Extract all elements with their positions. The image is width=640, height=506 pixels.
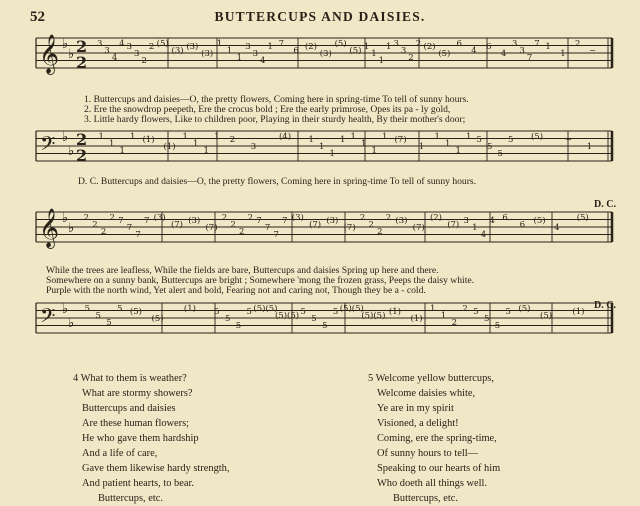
note-number: 4 xyxy=(500,49,507,59)
note-number: 2 xyxy=(415,39,422,49)
note-number: 1 xyxy=(329,149,335,159)
flat-sign-icon: ♭ xyxy=(68,47,75,62)
note-number: 5 xyxy=(95,311,101,321)
note-number: 4 xyxy=(111,53,118,63)
note-number: 1 xyxy=(267,42,273,52)
note-number: 3 xyxy=(126,42,133,52)
note-number: 5 xyxy=(246,307,252,317)
note-number: (7) xyxy=(343,223,356,233)
treble-clef-icon: 𝄞 xyxy=(39,34,60,74)
note-number: 3 xyxy=(96,39,103,49)
note-number: 5 xyxy=(214,307,220,317)
verse-1-line: 1. Buttercups and daisies—O, the pretty flowers, Coming here in spring-time To tell of sunny hours. xyxy=(84,94,469,105)
note-number: 1 xyxy=(560,49,566,59)
note-number: 1 xyxy=(216,39,223,49)
note-number: 2 xyxy=(408,53,414,63)
note-number: 7 xyxy=(256,216,262,226)
note-number: 5 xyxy=(505,307,511,317)
note-number: (5) xyxy=(533,216,546,226)
note-number: 4 xyxy=(471,46,477,56)
note-number: (5) xyxy=(349,46,362,56)
note-number: 1 xyxy=(378,56,385,66)
note-number: (1) xyxy=(572,307,585,317)
time-signature-bottom: 2 xyxy=(76,146,88,165)
flat-sign-icon: ♭ xyxy=(62,37,69,52)
time-signature-top: 2 xyxy=(76,130,88,149)
stanza-4-line: Are these human flowers; xyxy=(82,418,190,429)
note-number: 3 xyxy=(134,49,140,59)
note-number: (2) xyxy=(429,213,442,223)
note-number: 5 xyxy=(106,318,112,328)
note-number: 2 xyxy=(221,213,228,223)
note-number: 1 xyxy=(109,139,115,149)
note-number: 3 xyxy=(512,39,518,49)
note-number: 2 xyxy=(239,227,245,237)
note-number: (3) xyxy=(188,216,201,226)
treble-clef-icon: 𝄞 xyxy=(39,208,60,248)
flat-sign-icon: ♭ xyxy=(62,302,69,317)
stanza-4-line: And a life of care, xyxy=(82,448,158,459)
note-number: 5 xyxy=(311,314,317,324)
note-number: (7) xyxy=(170,220,183,230)
note-number: ~ xyxy=(564,135,573,145)
note-number: 2 xyxy=(377,227,383,237)
note-number: 6 xyxy=(519,220,526,230)
note-number: 5 xyxy=(497,149,503,159)
note-number: 2 xyxy=(462,304,468,314)
dc-chorus-line: D. C. Buttercups and daisies—O, the pretty flowers, Coming here in spring-time To tell of sunny hours. xyxy=(78,176,477,187)
time-signature-top: 2 xyxy=(76,37,88,56)
note-number: 4 xyxy=(260,56,266,66)
note-number: (5) xyxy=(334,39,347,49)
note-number: 1 xyxy=(418,142,425,152)
note-number: 1 xyxy=(545,42,551,52)
note-number: 2 xyxy=(148,42,155,52)
note-number: (4) xyxy=(278,132,292,142)
note-number: (7) xyxy=(412,223,425,233)
note-number: 7 xyxy=(278,39,285,49)
note-number: 2 xyxy=(359,213,366,223)
note-number: 2 xyxy=(385,213,392,223)
note-number: 7 xyxy=(282,216,288,226)
note-number: 1 xyxy=(472,223,478,233)
note-number: 4 xyxy=(480,230,487,240)
note-number: 3 xyxy=(104,46,110,56)
note-number: (5) xyxy=(438,49,451,59)
note-number: 2 xyxy=(451,318,458,328)
note-number: 1 xyxy=(371,49,377,59)
note-number: (1) xyxy=(388,307,401,317)
note-number: 3 xyxy=(393,39,399,49)
stanza-5-line: Speaking to our hearts of him xyxy=(377,463,501,474)
note-number: 5 xyxy=(487,142,493,152)
note-number: 1 xyxy=(466,132,472,142)
note-number: 6 xyxy=(293,46,299,56)
note-number: 4 xyxy=(489,216,495,226)
note-number: 1 xyxy=(214,132,220,142)
note-number: 1 xyxy=(98,132,104,142)
stanza-5-line: Coming, ere the spring-time, xyxy=(377,433,497,444)
note-number: 5 xyxy=(483,314,490,324)
note-number: (2) xyxy=(423,42,436,52)
note-number: 1 xyxy=(586,142,593,152)
note-number: (3) xyxy=(171,46,184,56)
note-number: 1 xyxy=(363,42,370,52)
stanza-5-line: 5 Welcome yellow buttercups, xyxy=(368,373,494,384)
note-number: 3 xyxy=(463,216,469,226)
stanza-4-refrain: Buttercups, etc. xyxy=(98,493,163,504)
flat-sign-icon: ♭ xyxy=(68,221,75,236)
note-number: 1 xyxy=(119,146,125,156)
stanza-5-refrain: Buttercups, etc. xyxy=(393,493,458,504)
note-number: 7 xyxy=(526,53,533,63)
note-number: 5 xyxy=(224,314,231,324)
note-number: 1 xyxy=(445,139,451,149)
note-number: 1 xyxy=(350,132,356,142)
verse-2c-line: Purple with the north wind, Yet alert and bold, Fearing not and caring not, Though they be a - cold. xyxy=(46,285,426,296)
note-number: 2 xyxy=(368,220,374,230)
note-number: (3) xyxy=(326,216,339,226)
note-number: 1 xyxy=(361,139,367,149)
bass-clef-icon: 𝄢 xyxy=(40,132,56,160)
note-number: 2 xyxy=(247,213,254,223)
note-number: 3 xyxy=(400,46,407,56)
note-number: 5 xyxy=(473,307,479,317)
note-number: 5 xyxy=(508,135,514,145)
stanza-4 xyxy=(73,371,229,506)
page-number: 52 xyxy=(30,9,45,25)
note-number: (5) xyxy=(518,304,531,314)
note-number: 2 xyxy=(83,213,90,223)
note-number: 5 xyxy=(332,307,339,317)
stanza-4-line: 4 What to them is weather? xyxy=(73,373,187,384)
note-number: 7 xyxy=(264,223,271,233)
note-number: 1 xyxy=(226,46,233,56)
time-signature-bottom: 2 xyxy=(76,53,88,72)
note-number: 6 xyxy=(502,213,508,223)
note-number: 1 xyxy=(340,135,346,145)
note-number: ~ xyxy=(589,46,597,56)
flat-sign-icon: ♭ xyxy=(68,144,75,159)
note-number: 5 xyxy=(235,321,242,331)
note-number: 1 xyxy=(430,304,436,314)
note-number: (1) xyxy=(142,135,155,145)
note-number: 5 xyxy=(117,304,123,314)
note-number: 6 xyxy=(456,39,462,49)
stanza-4-line: What are stormy showers? xyxy=(82,388,193,399)
note-number: 2 xyxy=(141,56,147,66)
note-number: 6 xyxy=(486,42,492,52)
flat-sign-icon: ♭ xyxy=(62,130,69,145)
note-number: 2 xyxy=(100,227,107,237)
note-number: 5 xyxy=(84,304,91,314)
note-number: (1) xyxy=(163,142,176,152)
dc-mark-upper: D. C. xyxy=(594,199,616,210)
note-number: (3) xyxy=(291,213,304,223)
note-number: 5 xyxy=(476,135,482,145)
stanza-4-line: And patient hearts, to bear. xyxy=(82,478,194,489)
note-number: 1 xyxy=(308,135,314,145)
note-number: 7 xyxy=(144,216,150,226)
stanza-5-line: Visioned, a delight! xyxy=(377,418,459,429)
note-number: (5) xyxy=(576,213,589,223)
bass-clef-icon: 𝄢 xyxy=(40,304,56,332)
note-number: 1 xyxy=(236,53,243,63)
note-number: (5) xyxy=(530,132,544,142)
stanza-5-line: Ye are in my spirit xyxy=(377,403,454,414)
stanza-4-line: Buttercups and daisies xyxy=(82,403,176,414)
note-number: (2) xyxy=(304,42,317,52)
note-number: 2 xyxy=(230,220,236,230)
note-number: 5 xyxy=(300,307,306,317)
song-title: BUTTERCUPS AND DAISIES. xyxy=(214,9,426,24)
note-number: 2 xyxy=(229,135,236,145)
verse-2-line: 2. Ere the snowdrop peepeth, Ere the crocus bold ; Ere the early primrose, Opes its pa - ly gold, xyxy=(84,104,451,115)
stanza-5-line: Welcome daisies white, xyxy=(377,388,476,399)
note-number: 7 xyxy=(118,216,124,226)
note-number: (1) xyxy=(183,304,196,314)
dc-mark-lower: D. C. xyxy=(594,300,616,311)
note-number: 1 xyxy=(130,132,136,142)
note-number: 3 xyxy=(252,49,259,59)
stanza-5 xyxy=(368,371,500,506)
note-number: 1 xyxy=(203,146,209,156)
note-number: (1) xyxy=(410,314,423,324)
note-number: 4 xyxy=(554,223,560,233)
note-number: 1 xyxy=(382,132,388,142)
note-number: (5) xyxy=(540,311,553,321)
note-number: 3 xyxy=(245,42,251,52)
stanza-5-line: Who doeth all things well. xyxy=(377,478,487,489)
note-number: (7) xyxy=(394,135,407,145)
note-number: 2 xyxy=(109,213,115,223)
note-number: 1 xyxy=(319,142,325,152)
note-number: 3 xyxy=(250,142,257,152)
stanza-4-line: Gave them likewise hardy strength, xyxy=(82,463,230,474)
note-number: (5) xyxy=(156,39,169,49)
note-number: 2 xyxy=(575,39,581,49)
note-number: 1 xyxy=(182,132,188,142)
note-number: (7) xyxy=(205,223,218,233)
flat-sign-icon: ♭ xyxy=(68,316,75,331)
stanza-4-line: He who gave them hardship xyxy=(82,433,199,444)
note-number: 1 xyxy=(455,146,461,156)
note-number: 5 xyxy=(322,321,328,331)
note-number: 5 xyxy=(494,321,501,331)
note-number: (5)(5) xyxy=(339,304,364,314)
note-number: 1 xyxy=(434,132,440,142)
note-number: 7 xyxy=(135,230,141,240)
note-number: (5)(5) xyxy=(253,304,278,314)
note-number: (3) xyxy=(319,49,332,59)
note-number: 7 xyxy=(126,223,133,233)
verse-2b-line: Somewhere on a sunny bank, Buttercups are bright ; Somewhere 'mong the frozen grass, Peeps the daisy white. xyxy=(46,275,475,286)
note-number: 4 xyxy=(119,39,125,49)
note-number: (5)(5) xyxy=(361,311,386,321)
note-number: (3) xyxy=(395,216,408,226)
note-number: 1 xyxy=(386,42,392,52)
note-number: 2 xyxy=(92,220,98,230)
stanza-5-line: Of sunny hours to tell— xyxy=(377,448,479,459)
note-number: 1 xyxy=(371,146,377,156)
note-number: (3) xyxy=(186,42,199,52)
note-number: 1 xyxy=(193,139,199,149)
note-number: 3 xyxy=(519,46,525,56)
note-number: (7) xyxy=(309,220,322,230)
verse-2a-line: While the trees are leafless, While the fields are bare, Buttercups and daisies Spring up here and there. xyxy=(46,265,439,276)
note-number: (5)(5) xyxy=(274,311,300,321)
flat-sign-icon: ♭ xyxy=(62,211,69,226)
note-number: (5) xyxy=(151,314,164,324)
note-number: (7) xyxy=(447,220,460,230)
note-number: (3) xyxy=(201,49,214,59)
note-number: (3) xyxy=(153,213,166,223)
note-number: 7 xyxy=(534,39,540,49)
note-number: 1 xyxy=(440,311,447,321)
note-number: (5) xyxy=(129,307,142,317)
note-number: 7 xyxy=(273,230,279,240)
verse-3-line: 3. Little hardy flowers, Like to children poor, Playing in their sturdy health, By their mother's door; xyxy=(84,114,466,125)
